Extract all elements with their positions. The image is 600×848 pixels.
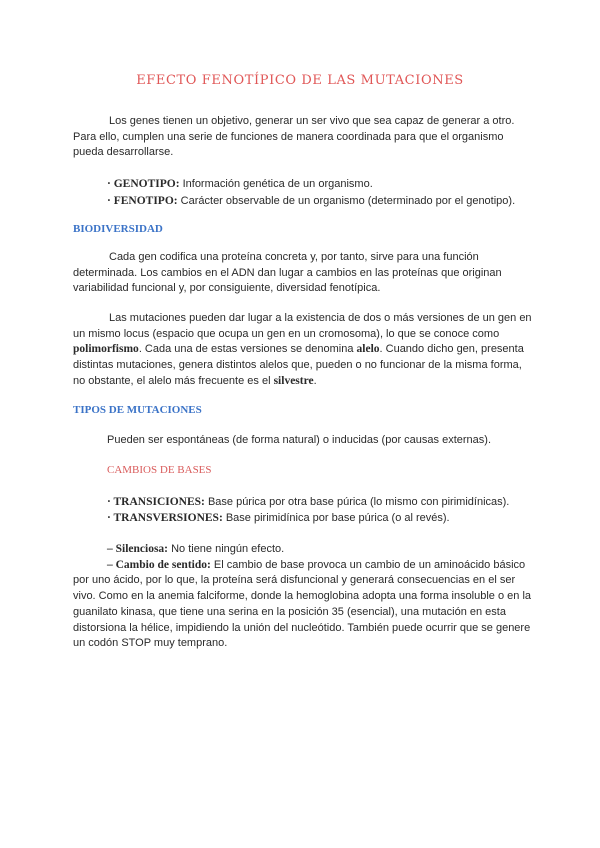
definition-fenotipo: · FENOTIPO: Carácter observable de un organismo (determinado por el genotipo). [107,195,516,207]
subheading-cambios-de-bases: CAMBIOS DE BASES [107,464,212,476]
definition-genotipo: · GENOTIPO: Información genética de un organismo. [107,178,373,190]
base-transversiones: · TRANSVERSIONES: Base pirimidínica por base púrica (o al revés). [107,512,450,524]
keyword-alelo: alelo [356,343,380,356]
bases-list [107,494,537,526]
mutation-effects [73,542,533,652]
keyword-silvestre: silvestre [273,374,314,387]
tipos-intro: Pueden ser espontáneas (de forma natural) o inducidas (por causas externas). [107,434,491,446]
effect-cambio-de-sentido: – Cambio de sentido: El cambio de base provoca un cambio de un aminoácido básico por uno ácido, por lo que, la proteína será disfuncional y generará consecuencias en el ser vivo. Como en la anemia falciforme, donde la hemoglobina adopta una forma insoluble o en la guanilato kinasa, que tiene una serina en la posición 35 (esencial), una mutación en esta distorsiona la hélice, impidiendo la unión del nucleótido. También puede ocurrir que se genere un codón STOP muy temprano. [73,558,532,650]
definitions-list [107,176,537,210]
heading-biodiversidad: BIODIVERSIDAD [73,223,163,235]
biodiversidad-paragraph-1: Cada gen codifica una proteína concreta y, por tanto, sirve para una función determinada. Los cambios en el ADN dan lugar a cambios en las proteínas que originan variabilidad funcional y, por consiguiente, diversidad fenotípica. [73,251,502,295]
page-title: EFECTO FENOTÍPICO DE LAS MUTACIONES [136,73,464,88]
keyword-polimorfismo: polimorfismo [73,343,139,356]
base-transiciones: · TRANSICIONES: Base púrica por otra base púrica (lo mismo con pirimidínicas). [107,496,510,508]
heading-tipos-de-mutaciones: TIPOS DE MUTACIONES [73,404,202,416]
effect-silenciosa: – Silenciosa: No tiene ningún efecto. [107,543,285,555]
intro-paragraph: Los genes tienen un objetivo, generar un ser vivo que sea capaz de generar a otro. Para ello, cumplen una serie de funciones de manera coordinada para que el organismo pueda desarrollarse. [73,115,515,159]
biodiversidad-paragraph-2: Las mutaciones pueden dar lugar a la existencia de dos o más versiones de un gen en un mismo locus (espacio que ocupa un gen en un cromosoma), lo que se conoce como polimorfismo. Cada una de estas versiones se denomina alelo. Cuando dicho gen, presenta distintas mutaciones, genera distintos alelos que, pueden o no funcionar de la misma forma, no obstante, el alelo más frecuente es el silvestre. [73,312,532,387]
